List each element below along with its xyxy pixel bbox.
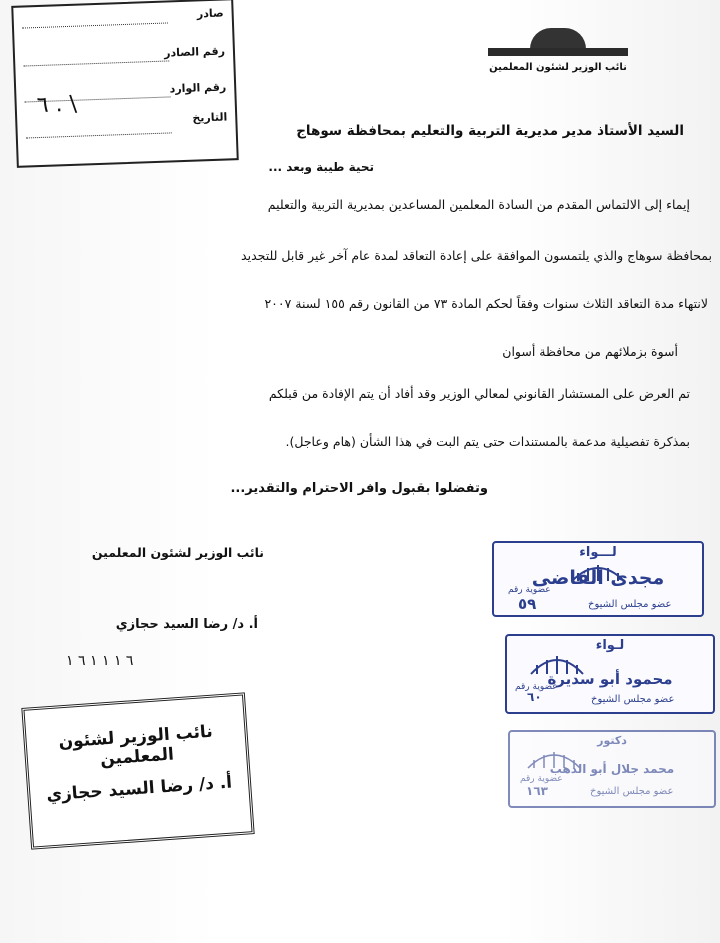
seal-3-title: دكتور: [597, 734, 627, 747]
filebox-handwriting: ٦ . \: [36, 91, 78, 119]
stamp-line-1: نائب الوزير لشئون المعلمين: [57, 721, 214, 770]
stamp-line-2: أ. د/ رضا السيد حجازي: [45, 772, 233, 806]
seal-3-number: ١٦٣: [526, 784, 548, 798]
closing: وتفضلوا بقبول وافر الاحترام والتقدير...: [230, 481, 488, 496]
logo-bar: [488, 48, 628, 56]
official-stamp: [21, 692, 254, 849]
greeting: تحية طيبة وبعد ...: [268, 160, 374, 174]
paragraph-2-line-1: تم العرض على المستشار القانوني لمعالي الوزير وقد أفاد أن يتم الإفادة من قبلكم: [268, 386, 690, 401]
filebox-line: [22, 22, 168, 28]
seal-1-number: ٥٩: [518, 595, 537, 613]
addressee: السيد الأستاذ مدير مديرية التربية والتعليم بمحافظة سوهاج: [296, 123, 684, 139]
seal-2-subtitle: عضو مجلس الشيوخ: [591, 694, 675, 705]
paragraph-1-line-4: أسوة بزملائهم من محافظة أسوان: [502, 344, 678, 359]
seal-1-membership-label: عضوية رقم: [508, 585, 551, 595]
signature-title: نائب الوزير لشئون المعلمين: [91, 545, 264, 560]
seal-2-number: ٦٠: [527, 690, 542, 704]
paragraph-1-line-1: إيماء إلى الالتماس المقدم من السادة المعلمين المساعدين بمديرية التربية والتعليم: [267, 197, 690, 212]
logo-text: نائب الوزير لشئون المعلمين: [489, 62, 627, 73]
seal-3-subtitle: عضو مجلس الشيوخ: [590, 786, 674, 797]
seal-1-title: لـــواء: [579, 545, 617, 560]
filebox-label-incoming-no: رقم الوارد: [169, 80, 227, 96]
seal-2-name: محمود أبو سديرة: [547, 670, 673, 688]
paragraph-2-line-2: بمذكرة تفصيلية مدعمة بالمستندات حتى يتم البت في هذا الشأن (هام وعاجل).: [285, 434, 690, 449]
seal-3-name: محمد جلال أبو الدهب: [549, 762, 675, 776]
paragraph-1-line-3: لانتهاء مدة التعاقد الثلاث سنوات وفقاً لحكم المادة ٧٣ من القانون رقم ١٥٥ لسنة ٢٠٠٧: [264, 296, 708, 311]
file-reference-box: [11, 0, 239, 168]
senator-seal-2: [505, 634, 715, 714]
filebox-label-date: التاريخ: [192, 110, 228, 125]
paragraph-1-line-2: بمحافظة سوهاج والذي يلتمسون الموافقة على إعادة التعاقد لمدة عام آخر غير قابل للتجديد: [241, 248, 712, 263]
seal-1-subtitle: عضو مجلس الشيوخ: [588, 599, 672, 610]
filebox-line: [26, 132, 172, 138]
signature-scribble: ٦ ١ ١ ١ ٦ ١: [66, 653, 134, 669]
filebox-label-outgoing: صادر: [196, 6, 224, 21]
signature-name: أ. د/ رضا السيد حجازي: [115, 617, 258, 632]
senator-seal-3: [508, 730, 716, 808]
seal-1-name: مجدى القاضى: [531, 567, 665, 589]
senator-seal-1: [492, 541, 704, 617]
filebox-label-outgoing-no: رقم الصادر: [163, 44, 226, 60]
seal-2-title: لـواء: [595, 638, 625, 653]
seal-3-membership-label: عضوية رقم: [520, 774, 563, 784]
ministry-logo: [488, 22, 628, 82]
seal-2-membership-label: عضوية رقم: [515, 682, 558, 692]
filebox-line: [23, 60, 169, 66]
